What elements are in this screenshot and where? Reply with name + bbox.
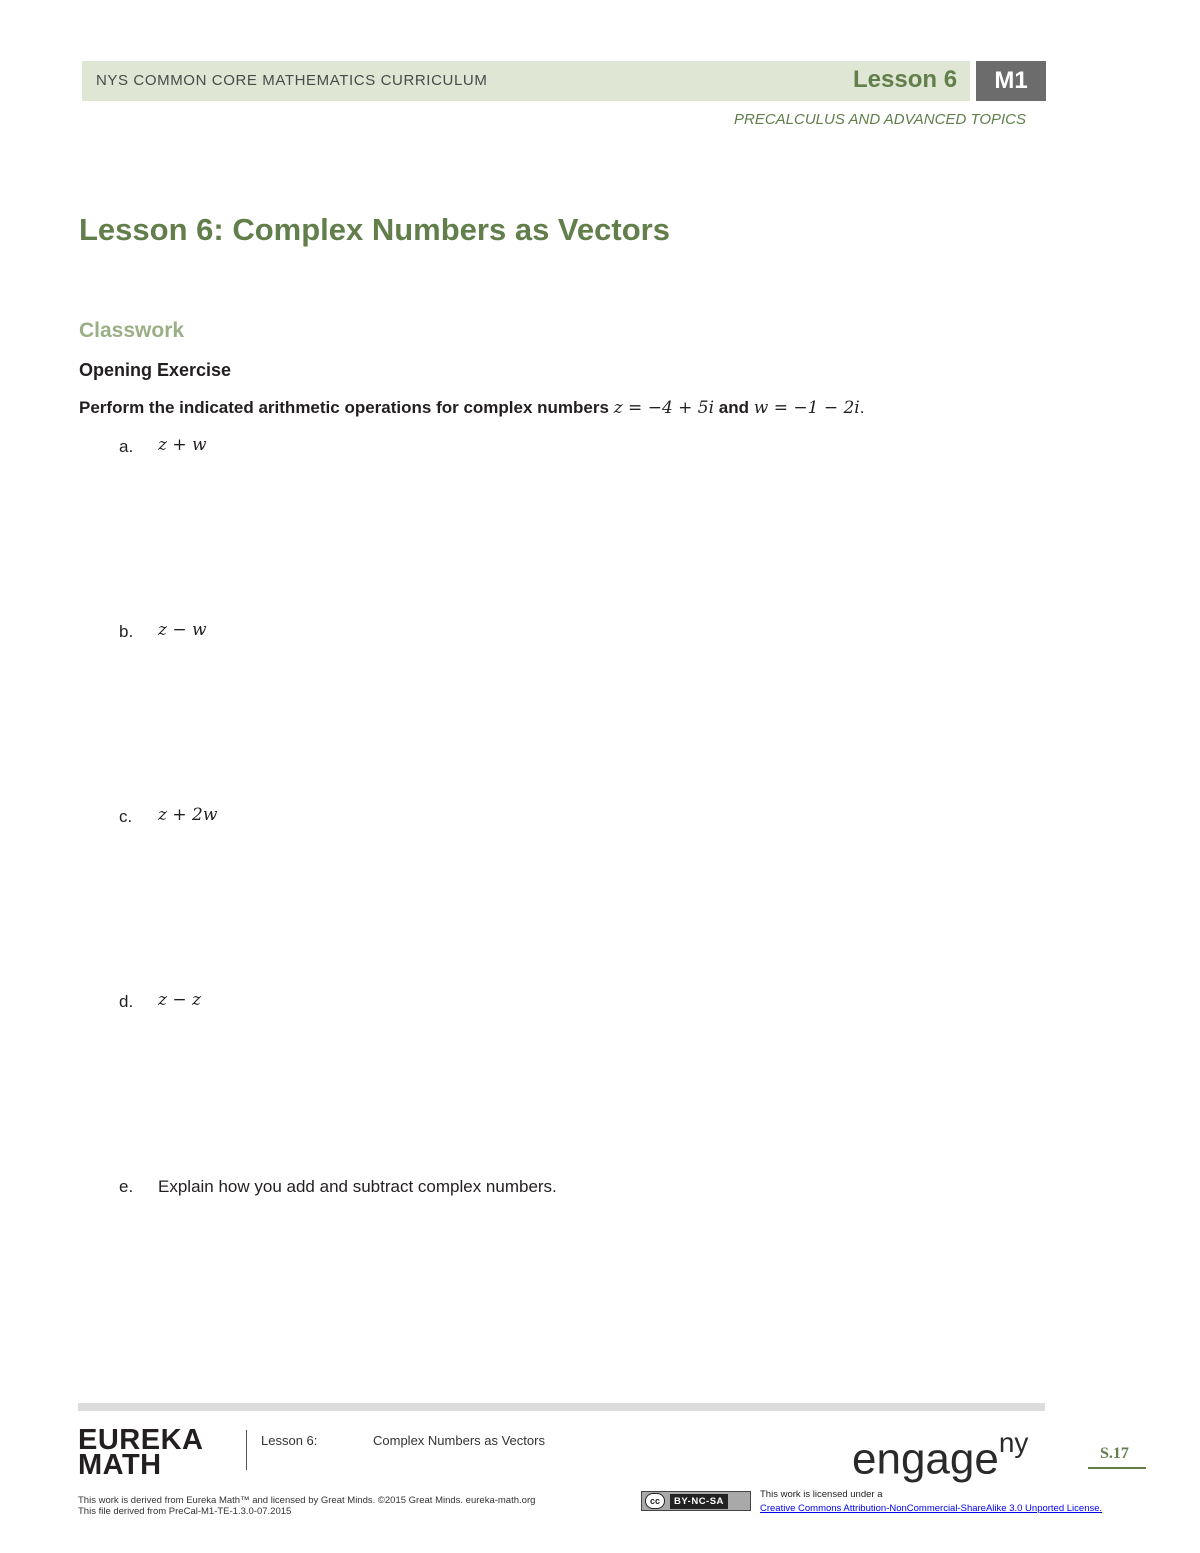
file-notice: This file derived from PreCal-M1-TE-1.3.0-07.2015 [78, 1506, 292, 1517]
derived-notice: This work is derived from Eureka Math™ and licensed by Great Minds. ©2015 Great Minds. eureka-math.org [78, 1495, 536, 1506]
license-text: This work is licensed under a [760, 1489, 883, 1500]
item-c-letter: c. [119, 807, 133, 826]
footer-lesson-label: Lesson 6: [261, 1433, 318, 1448]
section-heading: Classwork [79, 319, 185, 342]
prompt-and: and [718, 398, 750, 417]
footer-lesson-title: Complex Numbers as Vectors [373, 1433, 545, 1448]
license-link[interactable]: Creative Commons Attribution-NonCommercial-ShareAlike 3.0 Unported License. [760, 1503, 1103, 1514]
logo-line-1: EUREKA [78, 1424, 204, 1456]
subsection-heading: Opening Exercise [79, 360, 232, 380]
prompt-end: . [859, 398, 865, 417]
page-number: S.17 [1100, 1445, 1129, 1462]
course-label: PRECALCULUS AND ADVANCED TOPICS [734, 111, 1027, 128]
logo-line-2: MATH [78, 1449, 162, 1481]
eureka-math-logo [78, 1424, 204, 1481]
item-e-letter: e. [119, 1177, 134, 1196]
item-d-expression: z − z [158, 990, 201, 1010]
cc-badge-label: BY-NC-SA [670, 1494, 728, 1509]
curriculum-label: NYS COMMON CORE MATHEMATICS CURRICULUM [96, 72, 488, 89]
item-d-letter: d. [119, 992, 134, 1011]
page-number-rule [1088, 1467, 1146, 1469]
cc-license-badge[interactable] [641, 1491, 751, 1511]
page-title: Lesson 6: Complex Numbers as Vectors [79, 212, 670, 247]
item-a-expression: z + w [158, 435, 207, 455]
exercise-prompt [79, 398, 864, 418]
item-b-expression: z − w [158, 620, 207, 640]
lesson-label: Lesson 6 [853, 66, 958, 93]
module-badge: M1 [976, 61, 1046, 101]
engageny-logo [852, 1424, 1028, 1485]
footer-rule [78, 1403, 1045, 1411]
w-definition: w = −1 − 2i [753, 398, 860, 418]
prompt-text: Perform the indicated arithmetic operations for complex numbers [79, 398, 609, 417]
cc-icon: cc [645, 1493, 665, 1509]
item-a-letter: a. [119, 437, 134, 456]
engage-text: engage [852, 1434, 999, 1484]
item-c-expression: z + 2w [158, 805, 218, 825]
footer-divider [246, 1430, 247, 1470]
item-b-letter: b. [119, 622, 134, 641]
item-e-question: Explain how you add and subtract complex numbers. [158, 1177, 557, 1196]
z-definition: z = −4 + 5i [613, 398, 715, 418]
engage-sup: ny [998, 1427, 1029, 1458]
